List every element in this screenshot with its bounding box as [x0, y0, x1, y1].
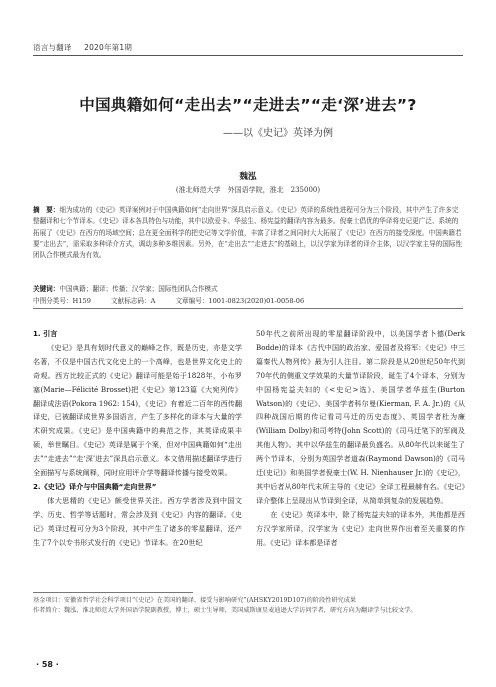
- document-code: 文献标志码：A: [111, 297, 156, 305]
- clc-number: 中图分类号：H159: [33, 297, 91, 305]
- footnote: 基金项目：安徽省哲学社会科学项目“《史记》在美国的翻译、接受与影响研究”(AHSKY2019D107)的阶段性研究成果: [33, 597, 357, 604]
- running-header: [33, 42, 132, 53]
- right-column: [256, 327, 465, 550]
- footnotes: [33, 596, 463, 616]
- keywords: [33, 283, 463, 293]
- paper-subtitle: ——以《史记》英译为例: [223, 128, 333, 139]
- classification-line: [33, 295, 463, 305]
- author-affiliation: (淮北师范大学 外国语学院，淮北 235000): [175, 186, 321, 194]
- author-name: 魏泓: [239, 172, 257, 182]
- footnote: 作者简介：魏泓，淮北师范大学外国语学院副教授，博士，硕士生导师，美国威斯康星麦迪逊大学访问学者，研究方向为翻译学与比较文学。: [33, 607, 417, 615]
- abstract-separator: [33, 308, 463, 309]
- left-column: [33, 327, 242, 550]
- section-heading: 2.《史记》译介与中国典籍“走向世界”: [33, 481, 157, 491]
- body-paragraph: 在《史记》英译本中，除了杨宪益夫妇的译本外，其他都是西方汉学家所译，汉学家为《史记》走向世界作出着至关重要的作用。《史记》译本都是译者: [256, 509, 465, 547]
- keywords-text: 中国典籍；翻译；传播；汉学家；国际性团队合作模式: [59, 285, 218, 293]
- paper-title: 中国典籍如何“走出去”“走进去”“走‘深’进去”?: [79, 96, 417, 114]
- header-rule: [33, 55, 463, 56]
- body-paragraph: 50年代之前所出现的零星翻译阶段中，以美国学者卜德(Derk Bodde)的译本《古代中国的政治家、爱国者及将军：《史记》中三篇秦代人物列传》最为引人注目。第二阶段是从20世纪50年代到70年代的侧重文学效果的大量节译阶段，诞生了4个译本，分别为中国杨宪益夫妇的《<史记>选》、美国学者华兹生(Burton Watson)的《史记》、美国学者科尔曼(Kierman, F. A. Jr.)的《从四种战国后期的传记看司马迁的历史态度》、英国学者杜为廉(William Dolby)和司考特(John Scott)的《司马迁笔下的军阀及其他人物》。其中以华兹生的翻译最负盛名。从80年代以来诞生了两个节译本，分别为英国学者道森(Raymond Dawson)的《司马迁(史记)》和美国学者倪豪士(W. H. Nienhauser Jr.)的《史记》，其中后者从80年代末所主导的《史记》全译工程最赫有名。《史记》译介整体上呈现出从节译到全译，从简单到复杂的发展趋势。: [256, 329, 465, 505]
- abstract-label: 摘 要：: [33, 206, 60, 214]
- article-number: 文章编号：1001-0823(2020)01-0058-06: [175, 297, 305, 305]
- abstract-text: 细为成功的《史记》英译案例对于中国典籍如何“走向世界”深具启示意义。《史记》英译的系统性进程可分为三个阶段，其中产生了许多完整翻译和七个节译本。《史记》译本各具特色与功能，其中以欧爱卡、华兹生、杨宪益的翻译内容为最多。倪豪士倡优的华译将史记更广泛、系统的拓展了《史记》在西方的场域空间；总在更全面科学的把史记等文学价值，丰富了译者之间同时大大拓展了《史记》在西方的接受深度。中国典籍若要“走出去”，需采取多种译介方式，调动多种多维因素。另外，在“走出去”“走进去”的基础上，以汉学家为译者的译介主体，以汉学家主导的国际性团队合作模式最为有效。: [33, 206, 463, 260]
- body-paragraph: 体大思精的《史记》颇受世界关注。西方学者涉及到中国文学、历史、哲学等话题时，常会涉及到《史记》内容的翻译。《史记》英译过程可分为3个阶段，其中产生了诸多的零星翻译，还产生了7个以专书形式发行的《史记》节译本。在20世纪: [33, 495, 242, 547]
- footnote-rule: [33, 592, 193, 593]
- body-paragraph: 《史记》是具有划时代意义的巅峰之作，既是历史，亦是文学名著，不仅是中国古代文化史上的一个高峰，也是世界文化史上的奇观。西方比较正式的《史记》翻译可能是始于1828年，小布罗塞(Marie—Félicité Brosset)把《史记》第123篇《大宛列传》翻译成法语(Pokora 1962: 154)，《史记》有着近二百年的西传翻译史，已被翻译成世界多国语言，产生了多样化的译本与大量的学术研究成果。《史记》是中国典籍中的典范之作，其英译成果丰硕，举世瞩目。《史记》英译是属于个案，但对中国典籍如何“走出去”“走进去”“走‘深’进去”深具启示意义。本文借用描述翻译学进行全面描写与系统阐释，同时应用评介学等翻译传播与接受效果。: [33, 342, 242, 478]
- journal-name: 语言与翻译: [33, 43, 72, 52]
- abstract: [33, 205, 463, 261]
- section-heading: 1. 引言: [33, 329, 58, 338]
- issue-label: 2020年第1期: [84, 43, 133, 52]
- keywords-label: 关键词：: [33, 285, 60, 293]
- page-number: · 58 ·: [36, 660, 59, 669]
